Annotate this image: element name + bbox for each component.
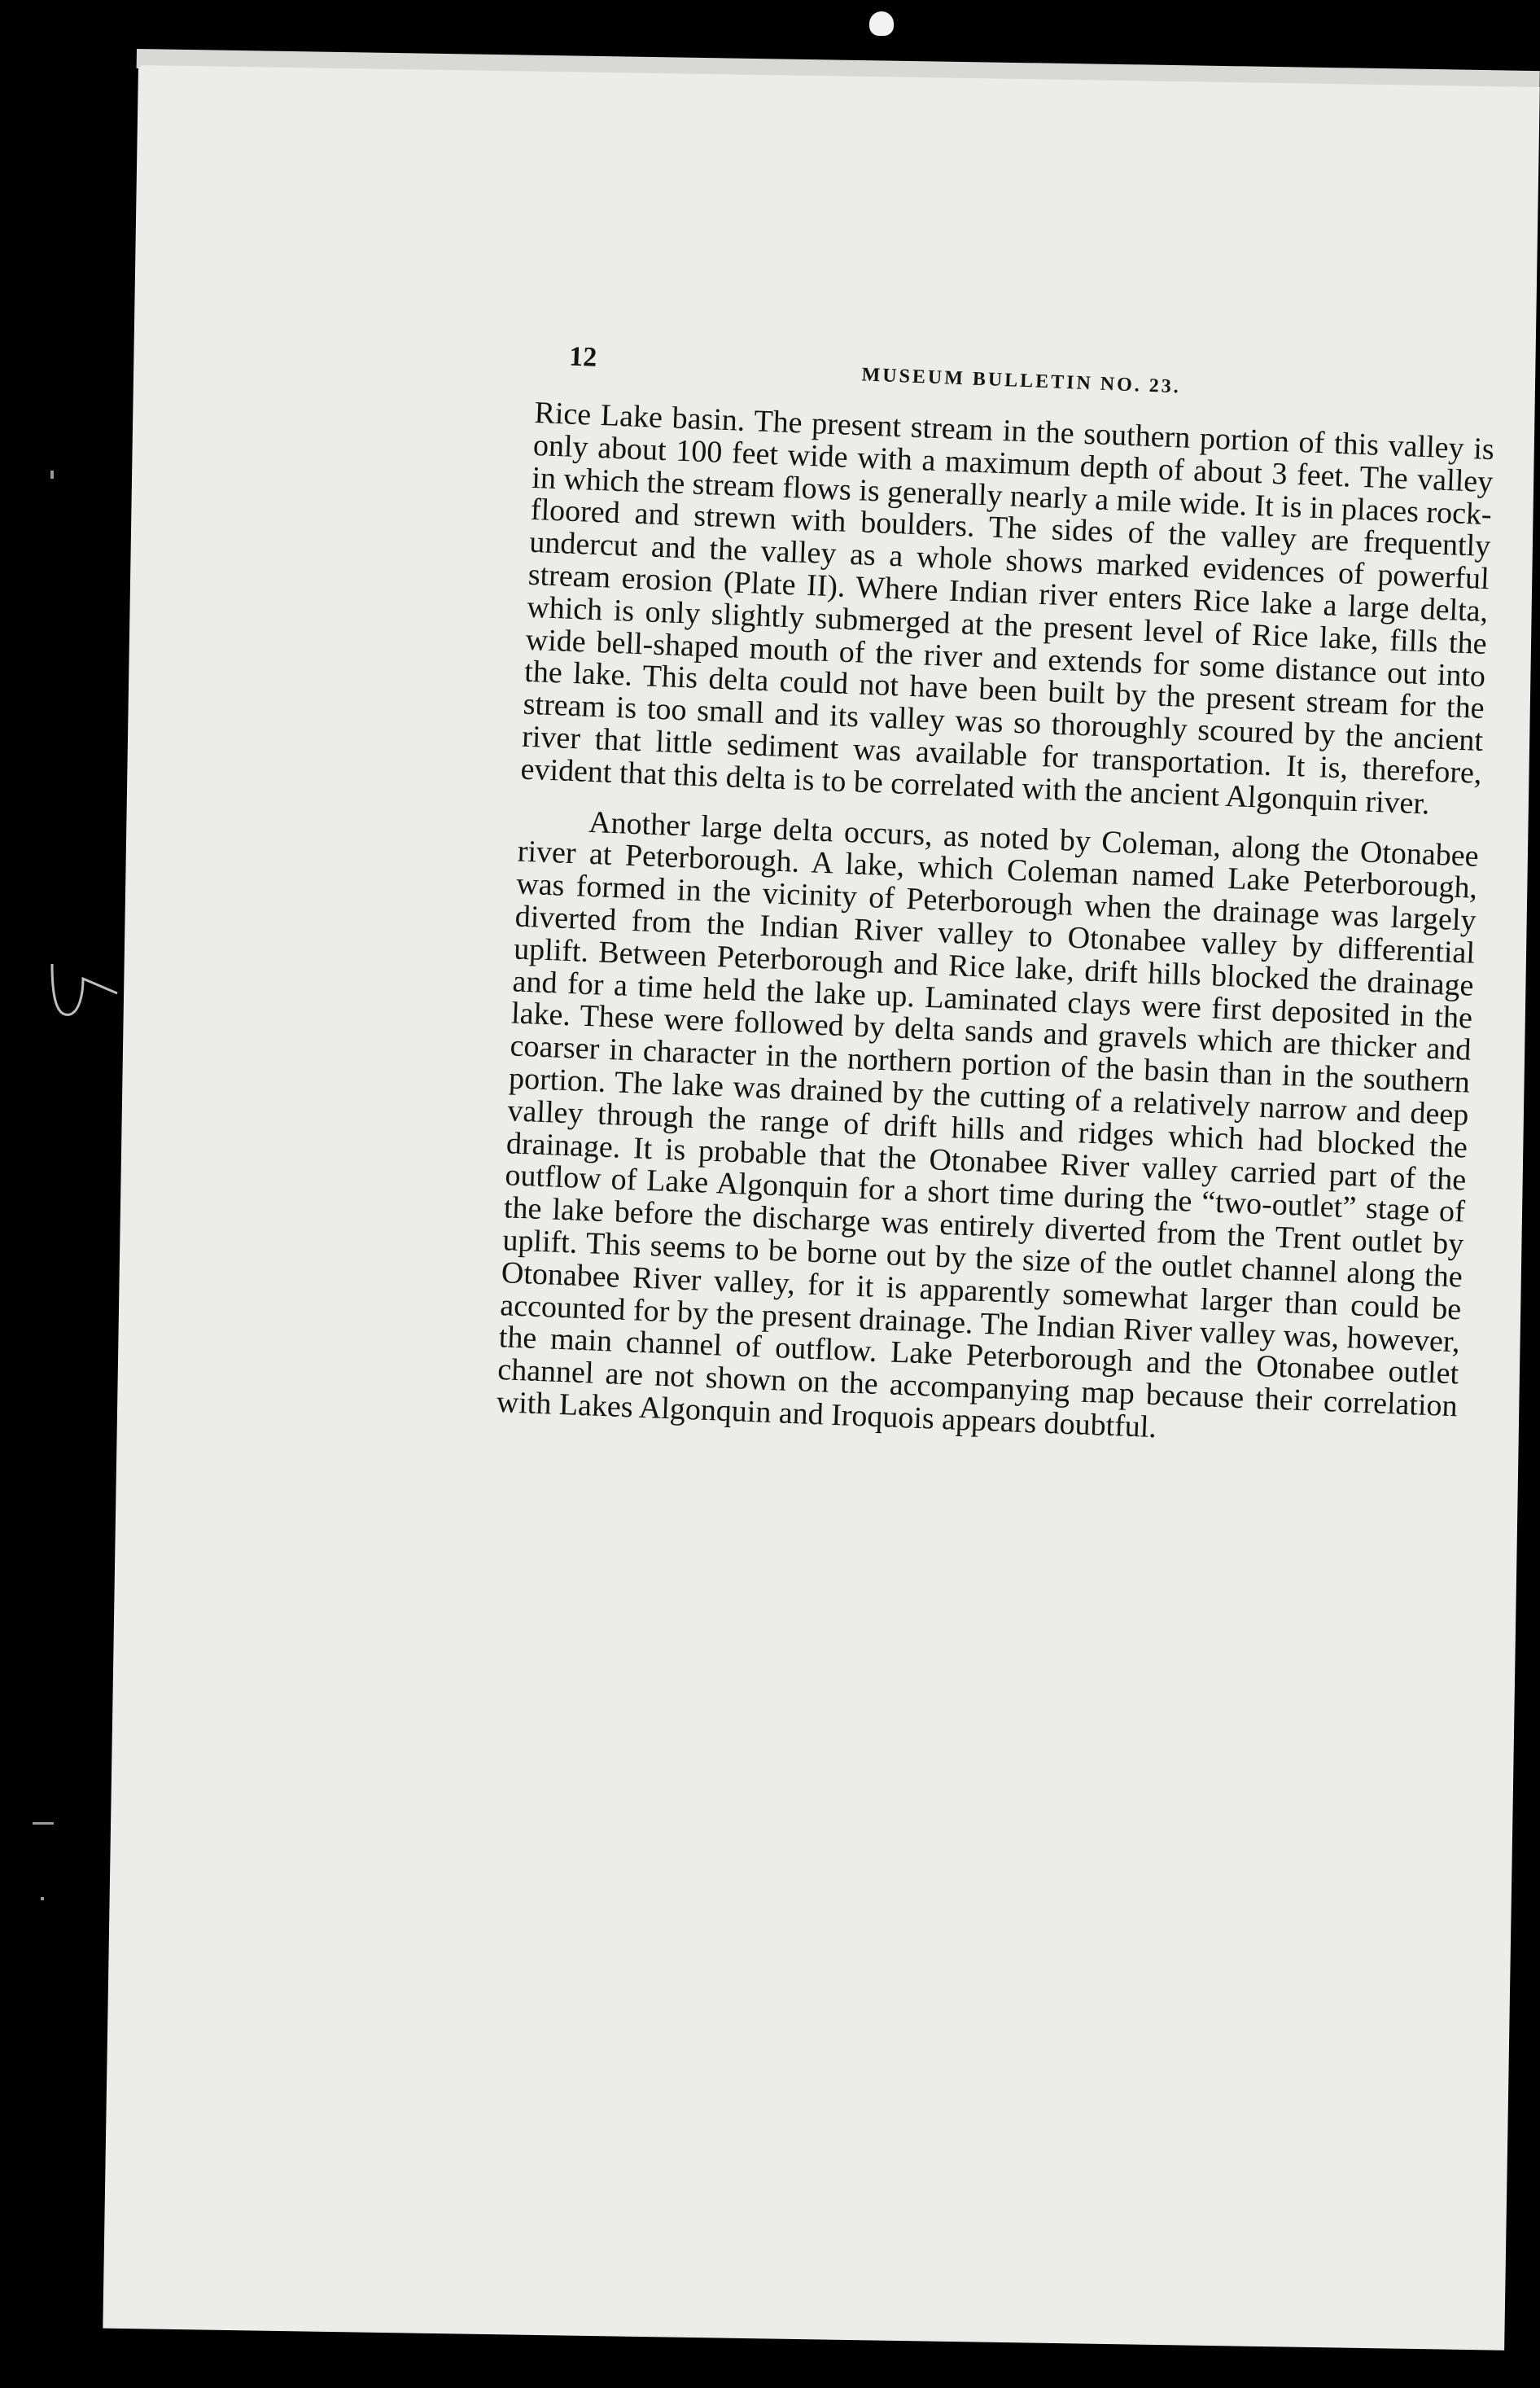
margin-speck	[50, 471, 54, 479]
running-head-title: MUSEUM BULLETIN NO. 23.	[861, 364, 1182, 398]
margin-speck	[33, 1822, 54, 1825]
margin-curl-mark	[47, 961, 120, 1026]
page-number: 12	[568, 341, 597, 373]
body-paragraph: Rice Lake basin. The present stream in the southern portion of this valley is only about 100 feet wide with a maximum depth of about 3 feet. The valley in which the stream flows is generally nearly a mile wide. It is in places rock-floored and strewn with boulders. The sides of the valley are frequently undercut and the valley as a whole shows marked evidences of powerful stream erosion (Plate II). Where Indian river enters Rice lake a large delta, which is only slightly submerged at the present level of Rice lake, fills the wide bell-shaped mouth of the river and extends for some distance out into the lake. This delta could not have been built by the present stream for the stream is too small and its valley was so thoroughly scoured by the ancient river that little sediment was available for transportation. It is, therefore, evident that this delta is to be correlated with the ancient Algonquin river.	[519, 395, 1495, 822]
film-hole-mark	[869, 11, 894, 36]
body-paragraph: Another large delta occurs, as noted by Coleman, along the Otonabee river at Peterborough. A lake, which Coleman named Lake Peterborough, was formed in the vicinity of Peterborough when the drainage was largely diverted from the Indian River valley to Otonabee valley by differential uplift. Between Peterborough and Rice lake, drift hills blocked the drainage and for a time held the lake up. Laminated clays were first deposited in the lake. These were followed by delta sands and gravels which are thicker and coarser in character in the northern portion of the basin than in the southern portion. The lake was drained by the cutting of a relatively narrow and deep valley through the range of drift hills and ridges which had blocked the drainage. It is probable that the Otonabee River valley carried part of the outflow of Lake Algonquin for a short time during the “two-outlet” stage of the lake before the discharge was entirely diverted from the Trent outlet by uplift. This seems to be borne out by the size of the outlet channel along the Otonabee River valley, for it is apparently somewhat larger than could be accounted for by the present drainage. The Indian River valley was, however, the main channel of outflow. Lake Peterborough and the Otonabee outlet channel are not shown on the accompanying map because their correlation with Lakes Algonquin and Iroquois appears doubtful.	[496, 804, 1480, 1445]
margin-speck	[41, 1897, 44, 1900]
page-content	[496, 340, 1497, 1456]
